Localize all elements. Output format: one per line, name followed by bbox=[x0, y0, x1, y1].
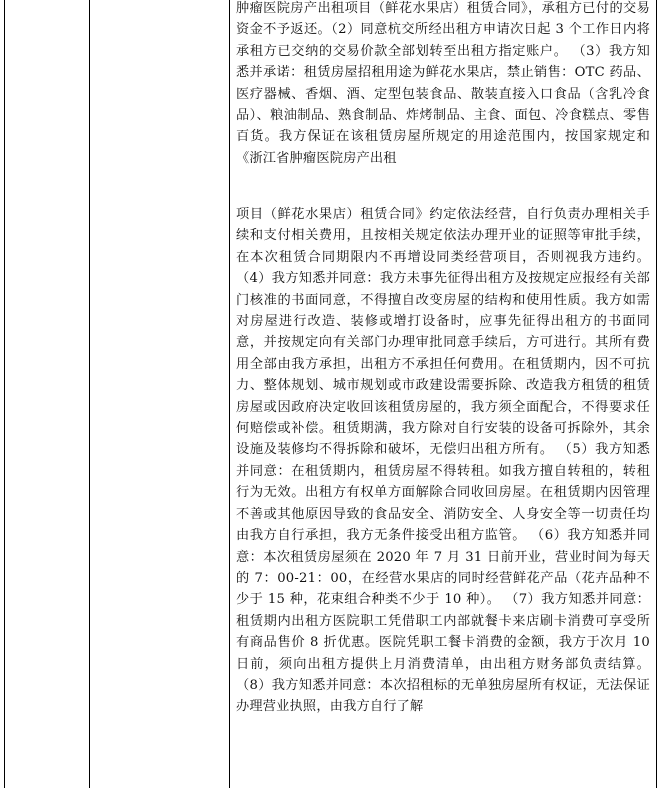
paragraph-2: 项目（鲜花水果店）租赁合同》约定依法经营，自行负责办理相关手续和支付相关费用，且按相关规定依法办理开业的证照等审批手续，在本次租赁合同期限内不再增设同类经营项目，否则视我方违约。 （4）我方知悉并同意：我方未事先征得出租方及按规定应报经有关部门核准的书面同意，不得擅自改变房屋的结构和使用性质。我方如需对房屋进行改造、装修或增打设备时，应事先征得出租方的书面同意，并按规定向有关部门办理审批同意手续后，方可进行。其所有费用全部由我方承担，出租方不承担任何费用。在租赁期内，因不可抗力、整体规划、城市规划或市政建设需要拆除、改造我方租赁的租赁房屋或因政府决定收回该租赁房屋的，我方须全面配合，不得要求任何赔偿或补偿。租赁期满，我方除对自行安装的设备可拆除外，其余设施及装修均不得拆除和破坏，无偿归出租方所有。 （5）我方知悉并同意：在租赁期内，租赁房屋不得转租。如我方擅自转租的，转租行为无效。出租方有权单方面解除合同收回房屋。在租赁期内因管理不善或其他原因导致的食品安全、消防安全、人身安全等一切责任均由我方自行承担，我方无条件接受出租方监管。 （6）我方知悉并同意：本次租赁房屋须在 2020 年 7 月 31 日前开业，营业时间为每天的 7：00-21：00，在经营水果店的同时经营鲜花产品（花卉品种不少于 15 种，花束组合种类不少于 10 种）。 （7）我方知悉并同意：租赁期内出租方医院职工凭借职工内部就餐卡来店刷卡消费可享受所有商品售价 8 折优惠。医院凭职工餐卡消费的金额，我方于次月 10 日前，须向出租方提供上月消费清单，由出租方财务部负责结算。 （8）我方知悉并同意：本次招租标的无单独房屋所有权证，无法保证办理营业执照，由我方自行了解 bbox=[236, 207, 650, 715]
paragraph-1: 肿瘤医院房产出租项目（鲜花水果店）租赁合同》，承租方已付的交易资金不予返还。（2）同意杭交所经出租方申请次日起 3 个工作日内将承租方已交纳的交易价款全部划转至出租方指定账户。 （3）我方知悉并承诺：租赁房屋招租用途为鲜花水果店，禁止销售：OTC 药品、医疗器械、香烟、酒、定型包装食品、散装直接入口食品（含乳冷食品）、粮油制品、熟食制品、炸烤制品、主食、面包、冷食糕点、零售百货。我方保证在该租赁房屋所规定的用途范围内，按国家规定和《浙江省肿瘤医院房产出租 bbox=[236, 1, 650, 166]
table-border-right bbox=[656, 0, 657, 788]
table-column-divider-1 bbox=[89, 0, 90, 788]
table-border-left bbox=[4, 0, 5, 788]
content-cell-block-1 bbox=[236, 0, 650, 169]
content-cell-block-2 bbox=[236, 204, 650, 718]
table-column-divider-2 bbox=[229, 0, 230, 788]
